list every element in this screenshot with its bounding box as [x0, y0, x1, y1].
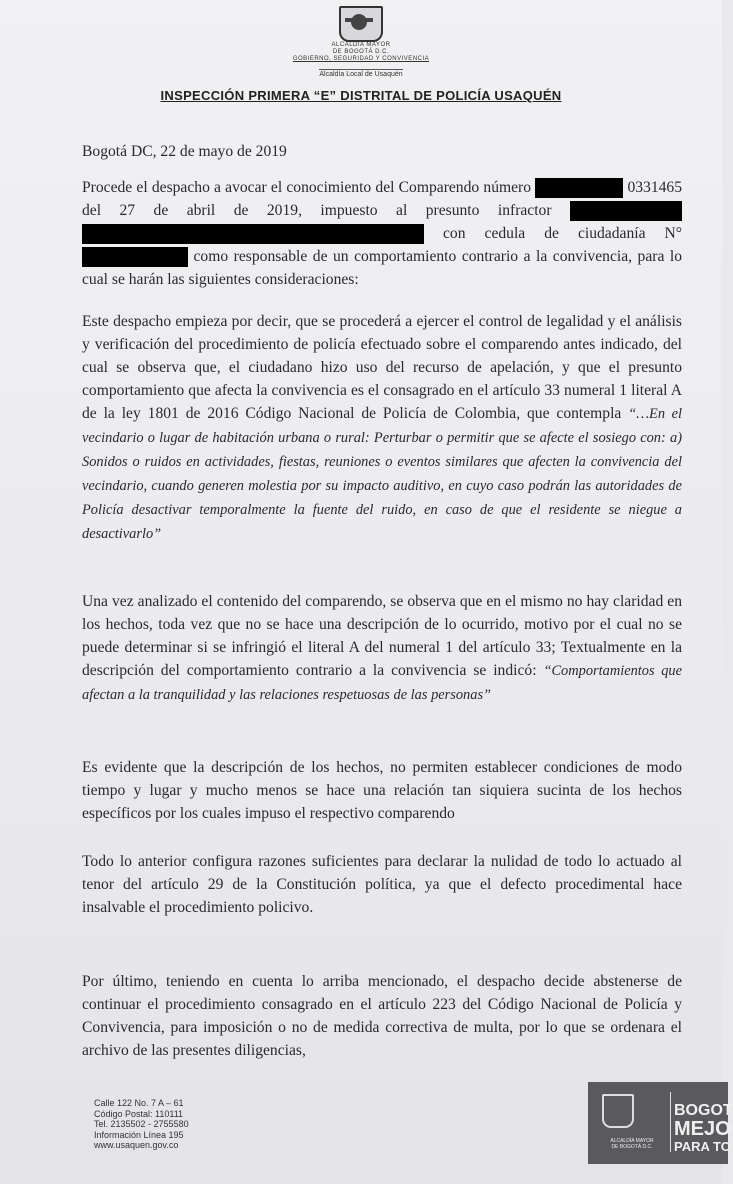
footer-address-block	[94, 1098, 189, 1151]
paragraph-nullity: Todo lo anterior configura razones suficientes para declarar la nulidad de todo lo actuado al tenor del artículo 29 de la Constitución política, ya que el defecto procedimental hace insalvable el procedimiento policivo.	[82, 853, 682, 916]
badge-slogan	[674, 1102, 733, 1156]
footer-info-line: Información Línea 195	[94, 1129, 184, 1140]
letterhead-line3: GOBIERNO, SEGURIDAD Y CONVIVENCIA	[292, 56, 430, 62]
badge-slogan-line1: BOGOT	[674, 1102, 733, 1119]
paragraph-conclusion: Por último, teniendo en cuenta lo arriba mencionado, el despacho decide abstenerse de continuar el procedimiento consagrado en el artículo 223 del Código Nacional de Policía y Convivencia, para imposición o no de medida correctiva de multa, por lo que se ordenara el archivo de las presentes diligencias,	[82, 973, 682, 1059]
letterhead-line1: ALCALDÍA MAYOR	[331, 42, 391, 48]
document-date: Bogotá DC, 22 de mayo de 2019	[82, 143, 287, 160]
letterhead	[0, 6, 722, 81]
footer-website: www.usaquen.gov.co	[94, 1140, 179, 1150]
badge-caption-line2: DE BOGOTÁ D.C.	[611, 1144, 653, 1150]
paragraph-analysis	[82, 590, 682, 707]
badge-divider	[670, 1092, 671, 1152]
intro-part-d: como responsable de un comportamiento contrario a la convivencia, para lo cual se harán las siguientes consideraciones:	[82, 248, 682, 288]
paragraph-intro	[82, 176, 682, 291]
legality-text: Este despacho empieza por decir, que se procederá a ejercer el control de legalidad y el análisis y verificación del procedimiento de policía efectuado sobre el comparendo antes indicado, del cual se observa que, el ciudadano hizo uso del recurso de apelación, y que el presunto comportamiento que afecta la convivencia es el consagrado en el artículo 33 numeral 1 literal A de la ley 1801 de 2016 Código Nacional de Policía de Colombia, que contempla	[82, 313, 682, 422]
analysis-text: Una vez analizado el contenido del comparendo, se observa que en el mismo no hay claridad en los hechos, toda vez que no se hace una descripción de lo ocurrido, motivo por el cual no se puede determinar si se infringió el literal A del numeral 1 del artículo 33; Textualmente en la descripción del comportamiento contrario a la convivencia se indicó:	[82, 593, 682, 679]
paragraph-evidence: Es evidente que la descripción de los hechos, no permiten establecer condiciones de modo tiempo y lugar y mucho menos se hace una relación tan siquiera sucinta de los hechos específicos por los cuales impuso el respectivo comparendo	[82, 759, 682, 822]
redaction-block	[535, 178, 623, 198]
footer-address: Calle 122 No. 7 A – 61	[94, 1098, 184, 1108]
paragraph-legality	[82, 310, 682, 546]
badge-crest-icon	[602, 1094, 634, 1128]
bogota-crest-icon	[339, 6, 383, 42]
legality-quote: “…En el vecindario o lugar de habitación urbana o rural: Perturbar o permitir que se afecte el sosiego con: a) Sonidos o ruidos en actividades, fiestas, reuniones o eventos similares que afecten la convivencia del vecindario, cuando generen molestia por su impacto auditivo, en cuyo caso podrán las autoridades de Policía desactivar temporalmente la fuente del ruido, en caso de que el residente se niegue a desactivarlo”	[82, 406, 682, 542]
redaction-block	[82, 224, 424, 244]
badge-slogan-line3: PARA TO	[674, 1139, 731, 1154]
intro-part-c: con cedula de ciudadanía N°	[443, 225, 682, 242]
document-title: INSPECCIÓN PRIMERA “E” DISTRITAL DE POLICÍA USAQUÉN	[160, 88, 562, 103]
footer-phone: Tel. 2135502 - 2755580	[94, 1119, 189, 1129]
letterhead-line2: DE BOGOTÁ D.C.	[332, 49, 390, 55]
intro-part-a: Procede el despacho a avocar el conocimiento del Comparendo número	[82, 179, 532, 196]
intro-part-b: 0331465 del 27 de abril de 2019, impuesto al presunto infractor	[82, 179, 683, 219]
redaction-block	[570, 201, 682, 221]
redaction-block	[82, 247, 188, 267]
footer-postal: Código Postal: 110111	[94, 1108, 184, 1119]
letterhead-line4: Alcaldía Local de Usaquén	[319, 71, 403, 78]
bogota-mejor-badge	[588, 1082, 733, 1164]
badge-caption-line1: ALCALDÍA MAYOR	[610, 1138, 654, 1144]
badge-caption	[592, 1138, 672, 1150]
analysis-quote: “Comportamientos que afectan a la tranquilidad y las relaciones respetuosas de las personas”	[82, 663, 682, 703]
badge-slogan-line2: MEJO	[674, 1118, 731, 1140]
